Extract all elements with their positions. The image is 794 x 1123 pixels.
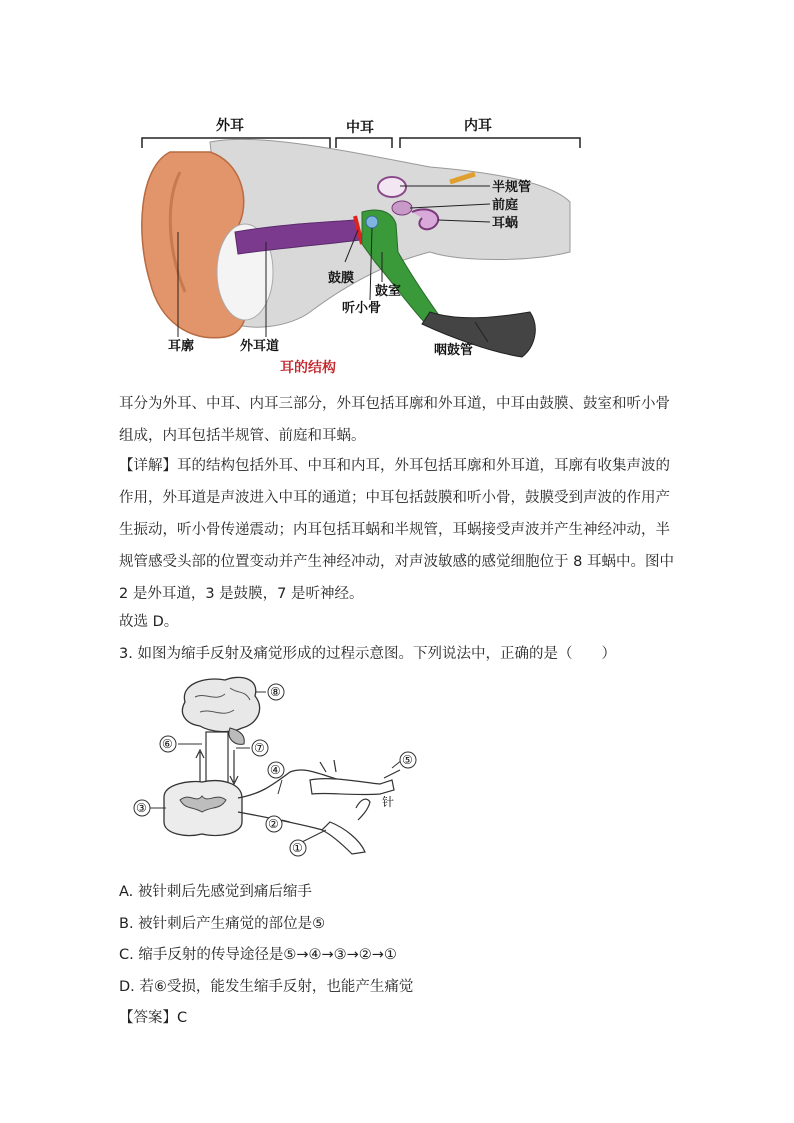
middle-ear-bracket [336,138,392,148]
ear-figure-caption: 耳的结构 [280,360,336,376]
marker-2 [266,816,282,832]
svg-text:⑦: ⑦ [254,741,265,755]
paragraph-explanation: 【详解】耳的结构包括外耳、中耳和内耳，外耳包括耳廓和外耳道，耳廓有收集声波的作用，外耳道是声波进入中耳的通道；中耳包括鼓膜和听小骨，鼓膜受到声波的作用产生振动，听小骨传递震动；内耳包括耳蜗和半规管，耳蜗接受声波并产生神经冲动，半规管感受头部的位置变动并产生神经冲动，对声波敏感的感觉细胞位于 8 耳蜗中。图中 2 是外耳道，3 是鼓膜，7 是听神经。 [119,458,674,602]
answer-line: 【答案】C [119,1010,188,1026]
paragraph-ear-parts: 耳分为外耳、中耳、内耳三部分，外耳包括耳廓和外耳道，中耳由鼓膜、鼓室和听小骨组成，内耳包括半规管、前庭和耳蜗。 [119,396,670,444]
option-d: D. 若⑥受损，能发生缩手反射，也能产生痛觉 [119,979,414,995]
option-a: A. 被针刺后先感觉到痛后缩手 [119,884,312,900]
brain-icon [182,677,259,731]
upper-arm [310,779,394,795]
cerebellum-icon [229,728,244,744]
marker-7 [252,740,268,756]
inner-ear-bracket [400,138,580,148]
label-ossicles: 听小骨 [342,301,382,316]
marker-4 [268,762,284,778]
marker-5 [400,752,416,768]
needle-label: 针 [382,795,395,809]
reflex-diagram [130,672,430,862]
withdrawn-hand [356,799,370,820]
label-eardrum: 鼓膜 [328,271,355,286]
svg-text:①: ① [292,841,303,855]
vestibule-shape [392,201,412,215]
label-tympanic: 鼓室 [375,284,402,299]
ossicles-shape [366,216,378,228]
conclusion-text: 故选 D。 [119,614,179,630]
svg-text:⑧: ⑧ [270,685,281,699]
label-auricle: 耳廓 [168,339,195,354]
header-middle-ear: 中耳 [346,120,374,136]
svg-text:③: ③ [136,801,147,815]
marker-1 [290,840,306,856]
question-3-stem: 3. 如图为缩手反射及痛觉形成的过程示意图。下列说法中，正确的是（ ） [119,646,616,662]
svg-text:⑤: ⑤ [402,753,413,767]
descending-arrow-icon [230,750,238,784]
label-cochlea: 耳蜗 [492,216,519,231]
needle-icon [384,770,400,778]
marker-8 [268,684,284,700]
header-inner-ear: 内耳 [464,118,492,134]
header-outer-ear: 外耳 [216,118,244,134]
ear-structure-figure [130,112,600,382]
marker-6 [160,736,176,752]
svg-text:②: ② [268,817,279,831]
option-c: C. 缩手反射的传导途径是⑤→④→③→②→① [119,947,397,963]
label-eustachian: 咽鼓管 [434,343,474,358]
lower-arm [322,822,365,854]
label-vestibule: 前庭 [492,198,519,213]
svg-text:④: ④ [270,763,281,777]
reflex-figure [130,672,430,862]
ascending-arrow-icon [196,750,204,784]
svg-text:⑥: ⑥ [162,737,173,751]
ear-diagram [130,112,600,382]
label-semicircular: 半规管 [492,180,532,195]
semicircular-shape [378,177,406,197]
option-b: B. 被针刺后产生痛觉的部位是⑤ [119,916,326,932]
marker-3 [134,800,150,816]
label-canal: 外耳道 [240,339,280,354]
